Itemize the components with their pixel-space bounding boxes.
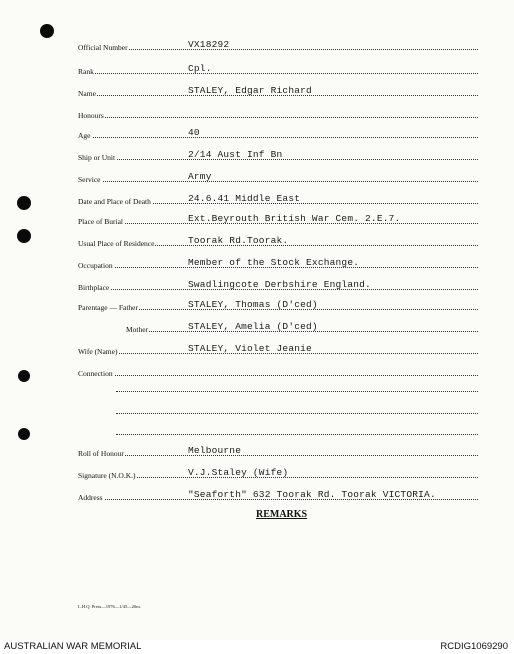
roll-of-honour-label: Roll of Honour (78, 449, 124, 458)
official-number-label: Official Number (78, 43, 128, 52)
mother-row (126, 320, 478, 334)
address-label: Address (78, 493, 103, 502)
connection-row (78, 364, 478, 378)
death-value: 24.6.41 Middle East (188, 193, 301, 204)
punch-hole (40, 24, 54, 38)
father-label: Parentage — Father (78, 303, 138, 312)
rank-label: Rank (78, 67, 94, 76)
archive-name: AUSTRALIAN WAR MEMORIAL (4, 641, 142, 652)
record-id: RCDIG1069290 (440, 641, 508, 652)
rank-value: Cpl. (188, 63, 212, 74)
official-number-value: VX18292 (188, 39, 230, 50)
connection-line (116, 413, 478, 414)
mother-label: Mother (126, 325, 149, 334)
punch-hole (18, 370, 30, 382)
connection-line (116, 434, 478, 435)
punch-hole (17, 196, 31, 210)
signature-row (78, 466, 478, 480)
address-value: "Seaforth" 632 Toorak Rd. Toorak VICTORIA. (188, 489, 436, 500)
occupation-label: Occupation (78, 261, 113, 270)
connection-label: Connection (78, 369, 113, 378)
father-row (78, 298, 478, 312)
age-value: 40 (188, 127, 200, 138)
signature-label: Signature (N.O.K.) (78, 471, 136, 480)
father-value: STALEY, Thomas (D'ced) (188, 299, 318, 310)
address-row (78, 488, 478, 502)
age-label: Age (78, 131, 91, 140)
birthplace-row (78, 278, 478, 292)
unit-row (78, 148, 478, 162)
burial-value: Ext.Beyrouth British War Cem. 2.E.7. (188, 213, 401, 224)
archive-footer (0, 640, 514, 654)
print-line: L.H.Q. Press—1976—1/45—20m. (78, 604, 141, 609)
connection-line (116, 391, 478, 392)
mother-value: STALEY, Amelia (D'ced) (188, 321, 318, 332)
service-label: Service (78, 175, 101, 184)
wife-label: Wife (Name) (78, 347, 118, 356)
service-value: Army (188, 171, 212, 182)
unit-label: Ship or Unit (78, 153, 116, 162)
name-row (78, 84, 478, 98)
honours-row (78, 106, 478, 120)
rank-row (78, 62, 478, 76)
death-row (78, 192, 478, 206)
birthplace-value: Swadlingcote Derbshire England. (188, 279, 371, 290)
residence-label: Usual Place of Residence (78, 239, 155, 248)
service-row (78, 170, 478, 184)
name-value: STALEY, Edgar Richard (188, 85, 312, 96)
occupation-value: Member of the Stock Exchange. (188, 257, 360, 268)
unit-value: 2/14 Aust Inf Bn (188, 149, 283, 160)
name-label: Name (78, 89, 96, 98)
wife-row (78, 342, 478, 356)
occupation-row (78, 256, 478, 270)
punch-hole (17, 229, 31, 243)
age-row (78, 126, 478, 140)
residence-value: Toorak Rd.Toorak. (188, 235, 289, 246)
residence-row (78, 234, 478, 248)
signature-value: V.J.Staley (Wife) (188, 467, 289, 478)
honours-label: Honours (78, 111, 104, 120)
burial-row (78, 212, 478, 226)
burial-label: Place of Burial (78, 217, 123, 226)
roll-of-honour-row (78, 444, 478, 458)
remarks-heading: REMARKS (256, 509, 308, 520)
birthplace-label: Birthplace (78, 283, 110, 292)
wife-value: STALEY, Violet Jeanie (188, 343, 312, 354)
roll-of-honour-value: Melbourne (188, 445, 242, 456)
death-label: Date and Place of Death (78, 197, 151, 206)
official-number-row (78, 38, 478, 52)
punch-hole (18, 428, 30, 440)
